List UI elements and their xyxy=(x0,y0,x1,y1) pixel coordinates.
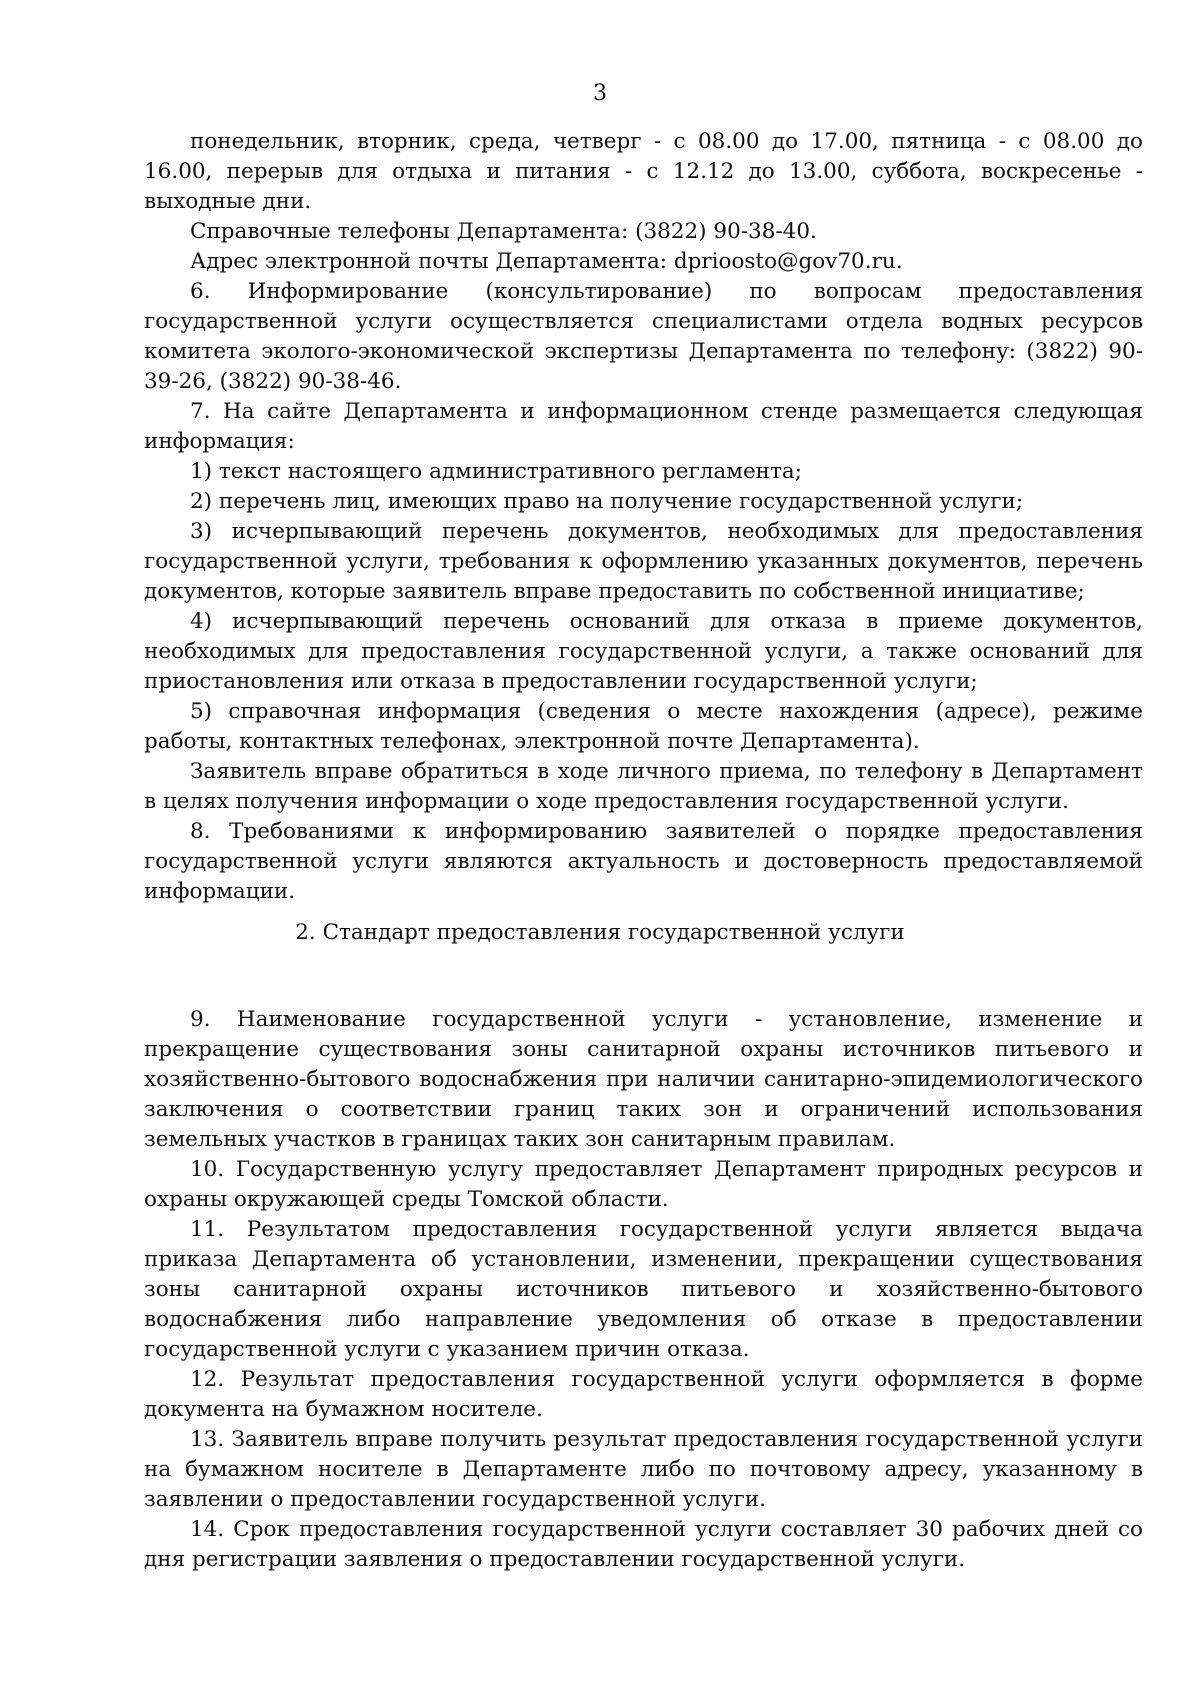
paragraph-item-8: 8. Требованиями к информированию заявителей о порядке предоставления государственной услуги являются актуальность и достоверность предоставляемой информации. xyxy=(144,819,1143,904)
list-item-5: 5) справочная информация (сведения о месте нахождения (адресе), режиме работы, контактных телефонах, электронной почте Департамента). xyxy=(144,699,1143,754)
paragraph-applicant-right: Заявитель вправе обратиться в ходе личного приема, по телефону в Департамент в целях получения информации о ходе предоставления государственной услуги. xyxy=(144,759,1143,814)
paragraph-working-hours: понедельник, вторник, среда, четверг - с 08.00 до 17.00, пятница - с 08.00 до 16.00, перерыв для отдыха и питания - с 12.12 до 13.00, суббота, воскресенье - выходные дни. xyxy=(144,129,1143,214)
section-heading: 2. Стандарт предоставления государственной услуги xyxy=(295,920,905,945)
list-item-4: 4) исчерпывающий перечень оснований для отказа в приеме документов, необходимых для предоставления государственной услуги, а также оснований для приостановления или отказа в предоставлении государственной услуги; xyxy=(144,609,1143,694)
paragraph-item-12: 12. Результат предоставления государственной услуги оформляется в форме документа на бумажном носителе. xyxy=(144,1367,1143,1422)
paragraph-item-13: 13. Заявитель вправе получить результат предоставления государственной услуги на бумажном носителе в Департаменте либо по почтовому адресу, указанному в заявлении о предоставлении государственной услуги. xyxy=(144,1427,1143,1512)
paragraph-email: Адрес электронной почты Департамента: dprioosto@gov70.ru. xyxy=(190,249,903,274)
paragraph-item-6: 6. Информирование (консультирование) по вопросам предоставления государственной услуги осуществляется специалистами отдела водных ресурсов комитета эколого-экономической экспертизы Департамента по телефону: (3822) 90-39-26, (3822) 90-38-46. xyxy=(144,279,1143,394)
list-item-3: 3) исчерпывающий перечень документов, необходимых для предоставления государственной услуги, требования к оформлению указанных документов, перечень документов, которые заявитель вправе предоставить по собственной инициативе; xyxy=(144,519,1143,604)
paragraph-item-9: 9. Наименование государственной услуги - установление, изменение и прекращение существования зоны санитарной охраны источников питьевого и хозяйственно-бытового водоснабжения при наличии санитарно-эпидемиологического заключения о соответствии границ таких зон и ограничений использования земельных участков в границах таких зон санитарным правилам. xyxy=(144,1007,1143,1152)
paragraph-item-11: 11. Результатом предоставления государственной услуги является выдача приказа Департамента об установлении, изменении, прекращении существования зоны санитарной охраны источников питьевого и хозяйственно-бытового водоснабжения либо направление уведомления об отказе в предоставлении государственной услуги с указанием причин отказа. xyxy=(144,1217,1143,1362)
list-item-1: 1) текст настоящего административного регламента; xyxy=(190,459,802,484)
body-text-bottom xyxy=(144,1005,1143,1575)
list-item-2: 2) перечень лиц, имеющих право на получение государственной услуги; xyxy=(190,489,1024,514)
paragraph-phones: Справочные телефоны Департамента: (3822) 90-38-40. xyxy=(190,219,817,244)
paragraph-item-14: 14. Срок предоставления государственной услуги составляет 30 рабочих дней со дня регистрации заявления о предоставлении государственной услуги. xyxy=(144,1517,1143,1572)
paragraph-item-7: 7. На сайте Департамента и информационном стенде размещается следующая информация: xyxy=(144,399,1143,454)
paragraph-item-10: 10. Государственную услугу предоставляет Департамент природных ресурсов и охраны окружающей среды Томской области. xyxy=(144,1157,1143,1212)
page-number: 3 xyxy=(593,81,607,106)
body-text-top xyxy=(144,127,1143,907)
